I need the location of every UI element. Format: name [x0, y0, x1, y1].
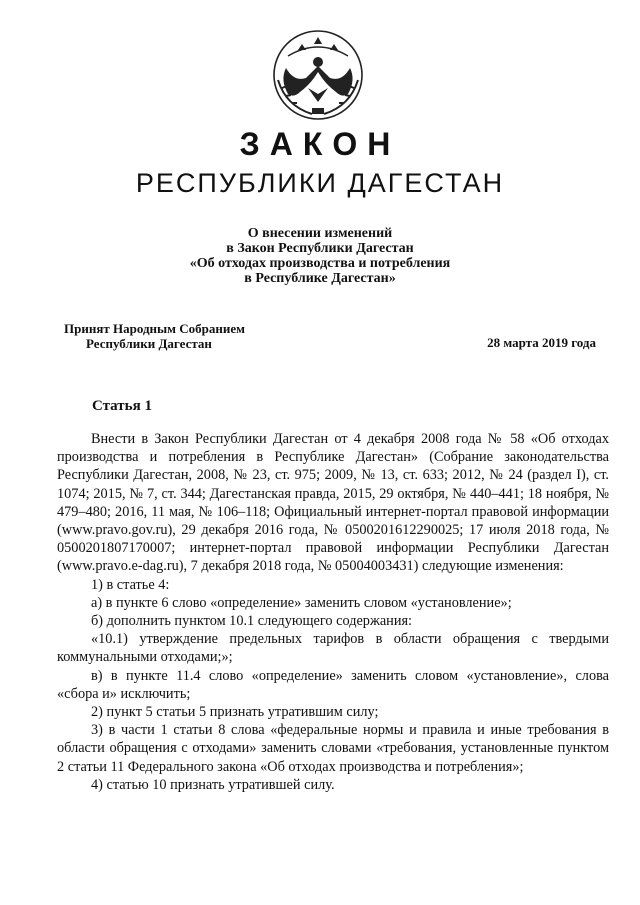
- subtitle-line: в Республике Дагестан»: [244, 271, 396, 286]
- adoption-line-2: Республики Дагестан: [86, 336, 212, 351]
- article-paragraph: а) в пункте 6 слово «определение» заменить словом «установление»;: [91, 594, 512, 611]
- law-title: ЗАКОН: [239, 126, 401, 162]
- article-paragraph: в) в пункте 11.4 слово «определение» заменить словом «установление», слова «сбора и» исключить;: [57, 667, 609, 702]
- adoption-line-1: Принят Народным Собранием: [64, 321, 246, 336]
- subtitle-line: О внесении изменений: [247, 226, 393, 241]
- article-paragraph: «10.1) утверждение предельных тарифов в области обращения с твердыми коммунальными отходами;»;: [57, 631, 609, 666]
- subtitle-line: в Закон Республики Дагестан: [226, 241, 414, 256]
- adoption-date: 28 марта 2019 года: [487, 335, 596, 350]
- article-title: Статья 1: [92, 398, 152, 414]
- law-subtitle: [0, 226, 640, 286]
- article-paragraph: 2) пункт 5 статьи 5 признать утратившим силу;: [91, 704, 379, 721]
- article-paragraph: 3) в части 1 статьи 8 слова «федеральные нормы и правила и иные требования в области обращения с отходами» заменить словами «требования, установленные пунктом 2 статьи 11 Федерального закона «Об отходах производства и потребления»;: [57, 722, 609, 775]
- republic-title: РЕСПУБЛИКИ ДАГЕСТАН: [135, 168, 505, 198]
- emblem-icon: [268, 28, 368, 122]
- subtitle-line: «Об отходах производства и потребления: [189, 256, 451, 271]
- article-paragraph: Внести в Закон Республики Дагестан от 4 декабря 2008 года № 58 «Об отходах производства и потребления в Республике Дагестан» (Собрание законодательства Республики Дагестан, 2008, № 23, ст. 975; 2009, № 13, ст. 633; 2012, № 24 (раздел I), ст. 1074; 2015, № 7, ст. 344; Дагестанская правда, 2015, 29 октября, № 440–441; 18 ноября, № 479–480; 2016, 11 мая, № 106–118; Официальный интернет-портал правовой информации (www.pravo.gov.ru), 29 декабря 2016 года, № 0500201612290025; 17 июля 2018 года, № 0500201807170007; интернет-портал правовой информации Республики Дагестан (www.pravo.e-dag.ru), 7 декабря 2018 года, № 05004003431) следующие изменения:: [57, 431, 609, 575]
- article-paragraph: б) дополнить пунктом 10.1 следующего содержания:: [91, 613, 413, 630]
- adoption-note: [64, 321, 245, 351]
- article-body: [57, 430, 609, 794]
- article-paragraph: 1) в статье 4:: [91, 576, 170, 593]
- article-paragraph: 4) статью 10 признать утратившей силу.: [91, 776, 335, 793]
